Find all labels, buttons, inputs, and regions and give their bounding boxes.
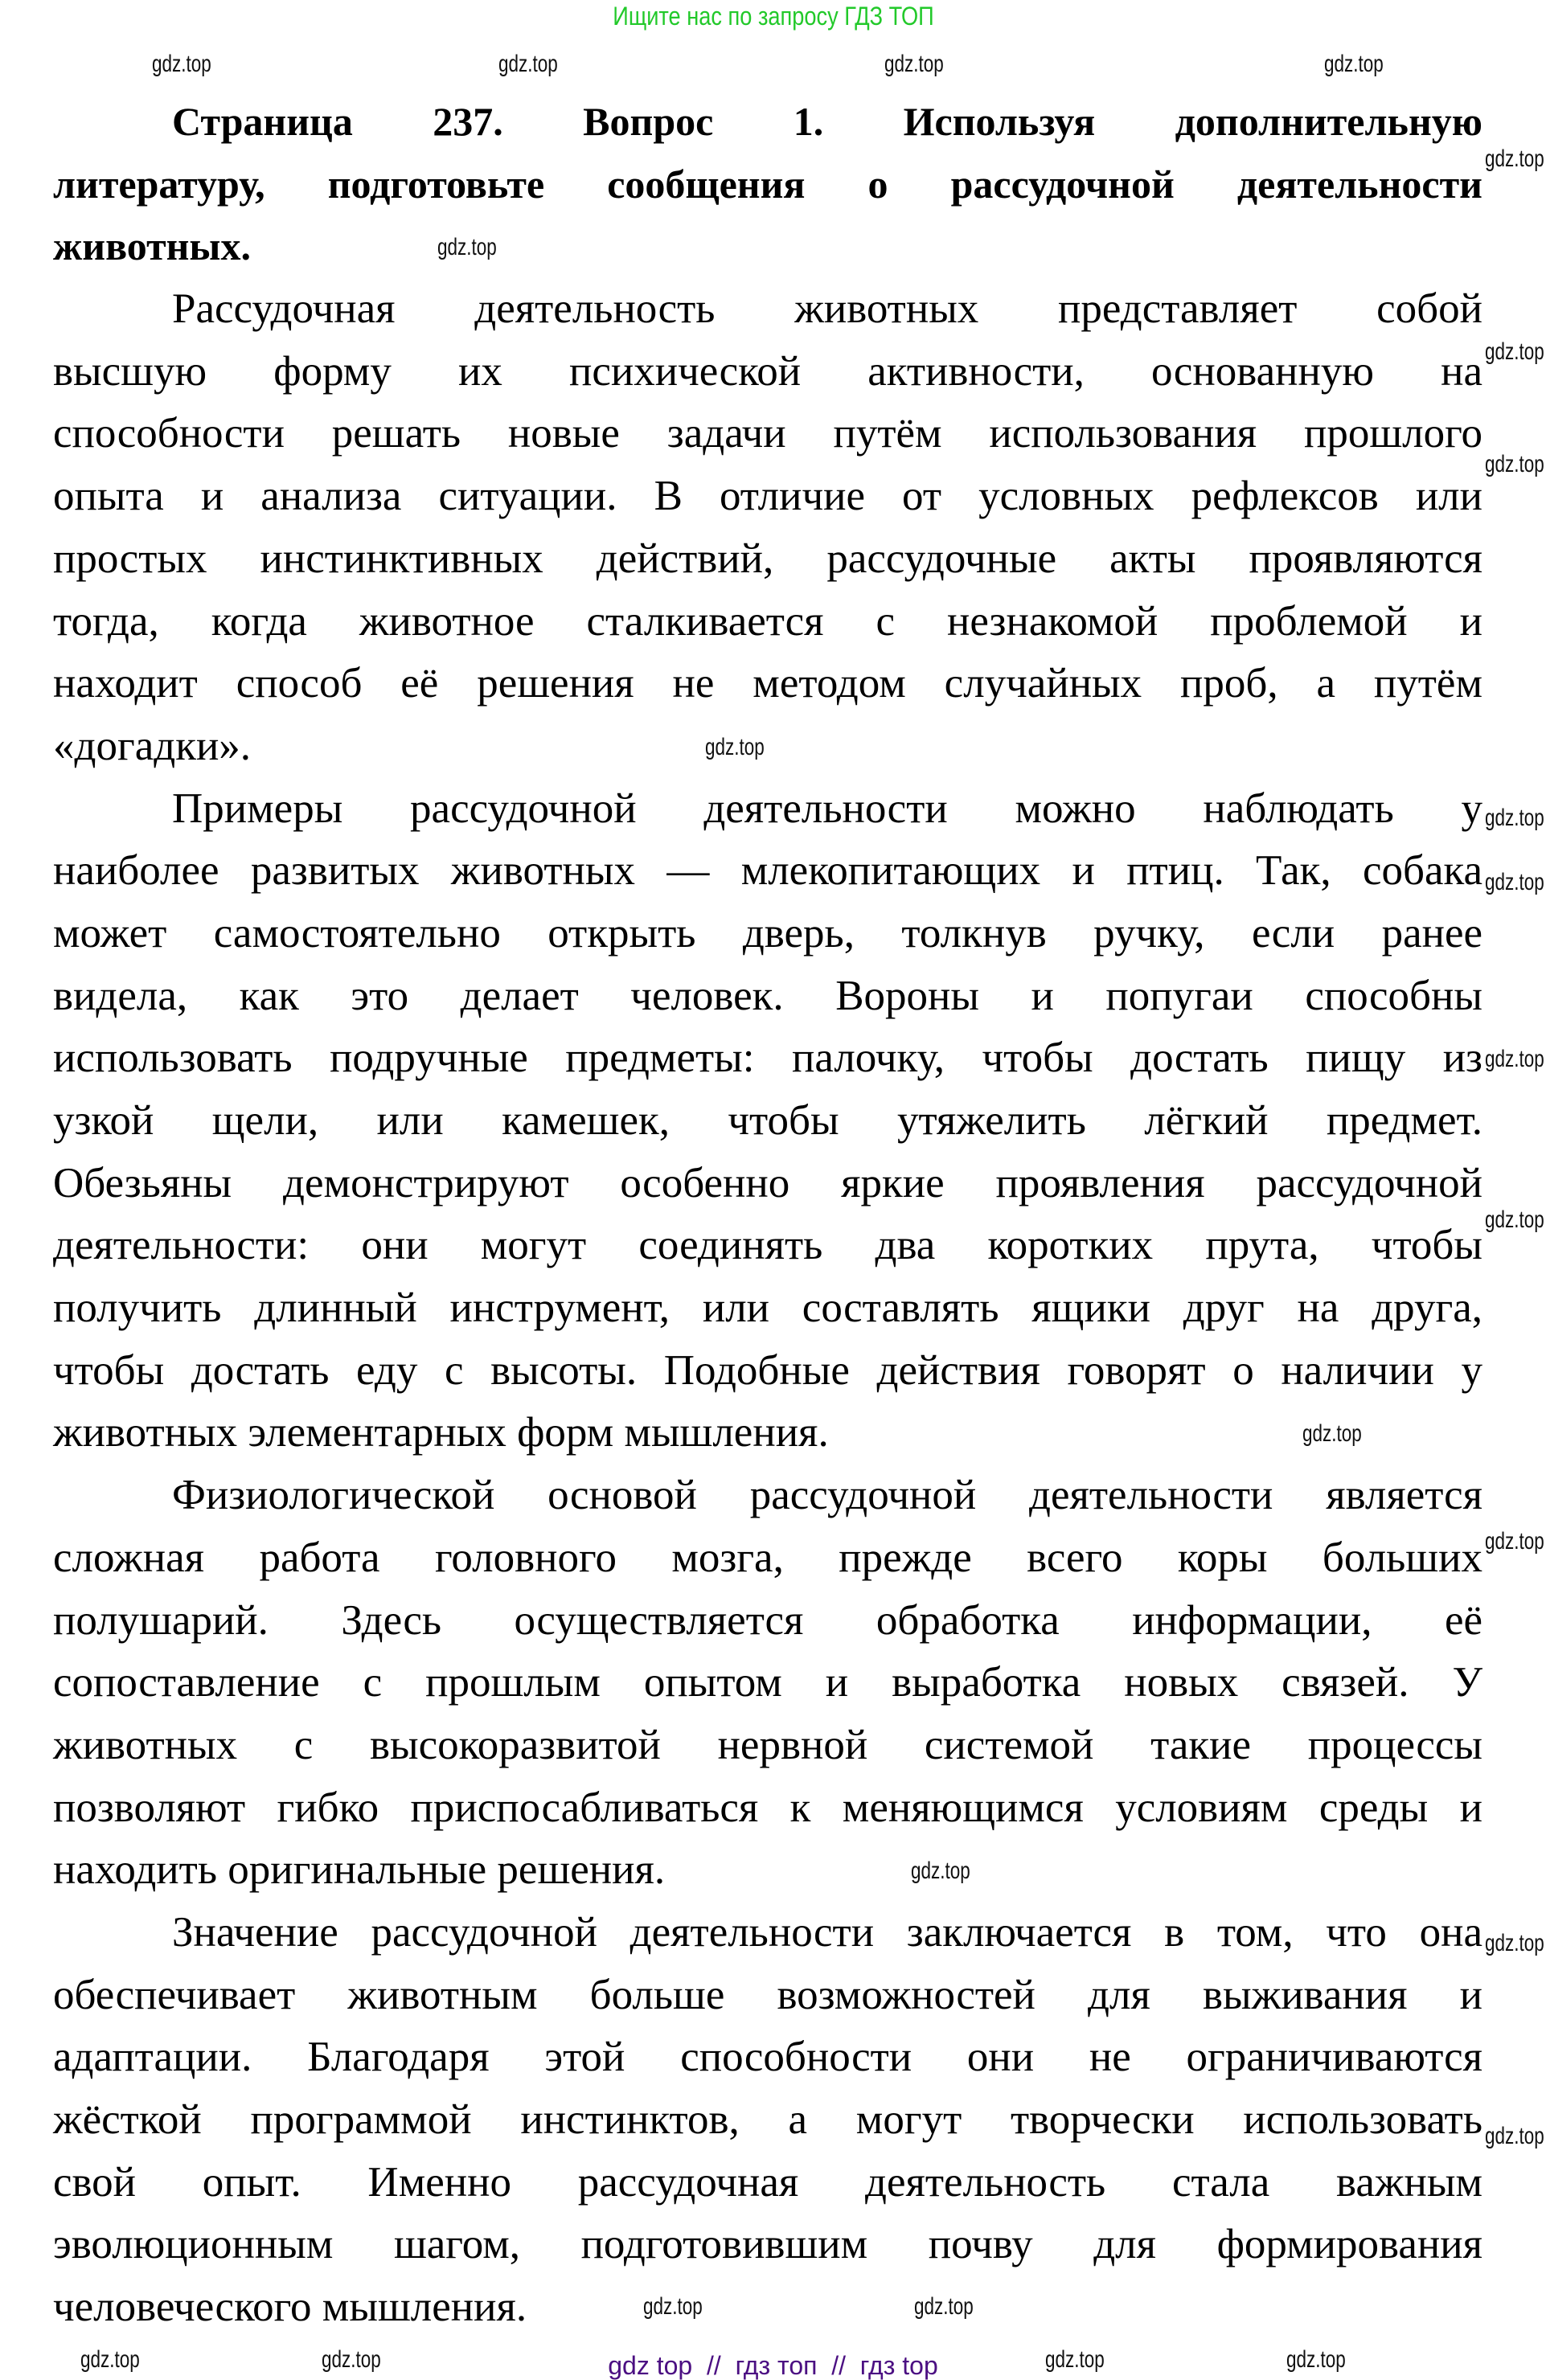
watermark: gdz.top [1485, 1930, 1544, 1956]
watermark: gdz.top [437, 234, 497, 260]
watermark: gdz.top [80, 2346, 140, 2373]
paragraph-line: узкой щели, или камешек, чтобы утяжелить лёгкий предмет. [53, 1097, 1482, 1144]
paragraph-line: наиболее развитых животных — млекопитающих и птиц. Так, собака [53, 847, 1482, 895]
paragraph-line: адаптации. Благодаря этой способности они не ограничиваются [53, 2034, 1482, 2081]
paragraph-line: Рассудочная деятельность животных представляет собой [172, 285, 1482, 333]
paragraph-line: позволяют гибко приспосабливаться к меняющимся условиям среды и [53, 1784, 1482, 1831]
footer-links[interactable]: gdz top // гдз топ // гдз top [608, 2351, 938, 2380]
watermark: gdz.top [1286, 2346, 1346, 2373]
paragraph-line: свой опыт. Именно рассудочная деятельность стала важным [53, 2158, 1482, 2206]
paragraph-line: Обезьяны демонстрируют особенно яркие проявления рассудочной [53, 1159, 1482, 1206]
paragraph-line: высшую форму их психической активности, основанную на [53, 347, 1482, 395]
paragraph-line: жёсткой программой инстинктов, а могут творчески использовать [53, 2096, 1482, 2143]
paragraph-line: эволюционным шагом, подготовившим почву для формирования [53, 2221, 1482, 2268]
watermark: gdz.top [1485, 1528, 1544, 1555]
paragraph-line: Примеры рассудочной деятельности можно наблюдать у [172, 784, 1482, 832]
paragraph-line: сложная работа головного мозга, прежде всего коры больших [53, 1534, 1482, 1581]
paragraph-line: простых инстинктивных действий, рассудочные акты проявляются [53, 535, 1482, 582]
paragraph-line: использовать подручные предметы: палочку, чтобы достать пищу из [53, 1034, 1482, 1082]
paragraph-line: видела, как это делает человек. Вороны и попугаи способны [53, 972, 1482, 1019]
paragraph-line: Физиологической основой рассудочной деятельности является [172, 1472, 1482, 1519]
paragraph-line: деятельности: они могут соединять два коротких прута, чтобы [53, 1222, 1482, 1269]
watermark: gdz.top [1485, 451, 1544, 477]
watermark: gdz.top [1485, 1046, 1544, 1072]
watermark: gdz.top [1485, 338, 1544, 365]
paragraph-line: полушарий. Здесь осуществляется обработка информации, её [53, 1596, 1482, 1644]
paragraph [53, 1902, 1482, 2339]
watermark: gdz.top [1302, 1420, 1362, 1447]
watermark: gdz.top [1485, 869, 1544, 895]
title-line: животных. [53, 223, 251, 269]
search-banner[interactable]: Ищите нас по запросу ГДЗ ТОП [612, 2, 934, 31]
paragraph [53, 778, 1482, 1465]
watermark: gdz.top [1485, 805, 1544, 831]
watermark: gdz.top [911, 1858, 970, 1884]
paragraph-line: способности решать новые задачи путём использования прошлого [53, 410, 1482, 457]
paragraph-line: Значение рассудочной деятельности заключается в том, что она [172, 1908, 1482, 1956]
title-line: литературу, подготовьте сообщения о рассудочной деятельности [53, 161, 1482, 207]
question-title [53, 91, 1482, 278]
paragraph-line: чтобы достать еду с высоты. Подобные действия говорят о наличии у [53, 1346, 1482, 1394]
watermark: gdz.top [152, 51, 211, 77]
paragraph [53, 1464, 1482, 1902]
watermark: gdz.top [322, 2346, 381, 2373]
paragraph-line: животных с высокоразвитой нервной системой такие процессы [53, 1721, 1482, 1768]
watermark: gdz.top [884, 51, 944, 77]
paragraph [53, 278, 1482, 778]
paragraph-line: животных элементарных форм мышления. [53, 1409, 829, 1456]
paragraph-line: находит способ её решения не методом случайных проб, а путём [53, 660, 1482, 707]
watermark: gdz.top [1485, 1206, 1544, 1233]
watermark: gdz.top [1485, 2123, 1544, 2149]
answer-text [53, 91, 1482, 2339]
paragraph-line: обеспечивает животным больше возможностей для выживания и [53, 1971, 1482, 2018]
paragraph-line: сопоставление с прошлым опытом и выработка новых связей. У [53, 1659, 1482, 1706]
paragraph-line: находить оригинальные решения. [53, 1846, 666, 1894]
watermark: gdz.top [643, 2293, 703, 2320]
paragraph-line: опыта и анализа ситуации. В отличие от условных рефлексов или [53, 473, 1482, 520]
watermark: gdz.top [705, 734, 765, 760]
watermark: gdz.top [1485, 145, 1544, 172]
watermark: gdz.top [1045, 2346, 1105, 2373]
paragraph-line: получить длинный инструмент, или составлять ящики друг на друга, [53, 1284, 1482, 1332]
paragraph-line: тогда, когда животное сталкивается с незнакомой проблемой и [53, 597, 1482, 645]
watermark: gdz.top [498, 51, 558, 77]
title-line: Страница 237. Вопрос 1. Используя дополнительную [172, 99, 1482, 144]
paragraph-line: «догадки». [53, 722, 252, 769]
watermark: gdz.top [1324, 51, 1384, 77]
watermark: gdz.top [914, 2293, 974, 2320]
paragraph-line: человеческого мышления. [53, 2284, 527, 2331]
paragraph-line: может самостоятельно открыть дверь, толкнув ручку, если ранее [53, 909, 1482, 957]
